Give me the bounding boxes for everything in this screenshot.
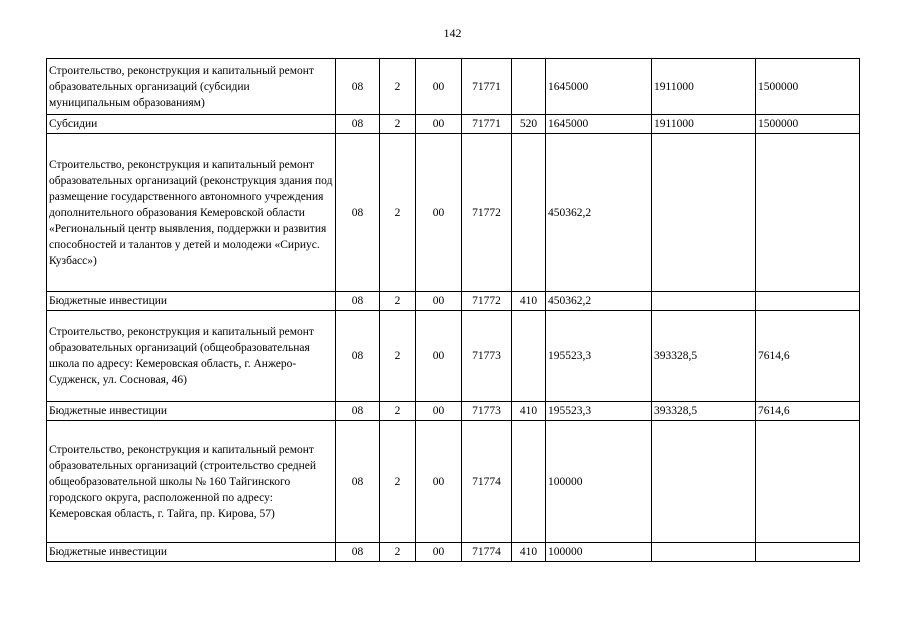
row-subsection: 2	[380, 421, 416, 543]
row-group: 00	[416, 59, 462, 115]
row-expense-type: 410	[512, 543, 546, 562]
budget-table	[46, 58, 860, 562]
row-section: 08	[336, 543, 380, 562]
row-name: Строительство, реконструкция и капитальный ремонт образовательных организаций (общеобразовательная школа по адресу: Кемеровская область, г. Анжеро-Судженск, ул. Сосновая, 46)	[47, 311, 336, 402]
table-row	[47, 59, 860, 115]
row-section: 08	[336, 134, 380, 292]
row-amount-1: 1645000	[546, 115, 652, 134]
row-expense-type	[512, 311, 546, 402]
row-amount-3	[756, 292, 860, 311]
row-amount-2: 1911000	[652, 115, 756, 134]
row-subsection: 2	[380, 292, 416, 311]
row-amount-3	[756, 543, 860, 562]
row-group: 00	[416, 134, 462, 292]
row-expense-type: 410	[512, 402, 546, 421]
row-amount-3: 7614,6	[756, 311, 860, 402]
table-row	[47, 292, 860, 311]
row-expense-type: 520	[512, 115, 546, 134]
row-section: 08	[336, 115, 380, 134]
row-expense-type: 410	[512, 292, 546, 311]
table-row	[47, 115, 860, 134]
row-amount-1: 100000	[546, 543, 652, 562]
row-name: Бюджетные инвестиции	[47, 292, 336, 311]
row-amount-2	[652, 421, 756, 543]
table-row	[47, 421, 860, 543]
row-group: 00	[416, 292, 462, 311]
row-amount-2: 1911000	[652, 59, 756, 115]
row-code: 71773	[462, 311, 512, 402]
row-group: 00	[416, 421, 462, 543]
row-group: 00	[416, 402, 462, 421]
row-code: 71772	[462, 134, 512, 292]
row-amount-1: 195523,3	[546, 311, 652, 402]
row-expense-type	[512, 134, 546, 292]
row-group: 00	[416, 543, 462, 562]
row-name: Строительство, реконструкция и капитальный ремонт образовательных организаций (строительство средней общеобразовательной школы № 160 Тайгинского городского округа, расположенной по адресу: Кемеровская область, г. Тайга, пр. Кирова, 57)	[47, 421, 336, 543]
row-amount-2	[652, 292, 756, 311]
row-name: Строительство, реконструкция и капитальный ремонт образовательных организаций (субсидии муниципальным образованиям)	[47, 59, 336, 115]
row-expense-type	[512, 59, 546, 115]
row-amount-1: 450362,2	[546, 134, 652, 292]
row-amount-2	[652, 134, 756, 292]
row-code: 71772	[462, 292, 512, 311]
row-name: Строительство, реконструкция и капитальный ремонт образовательных организаций (реконструкция здания под размещение государственного автономного учреждения дополнительного образования Кемеровской области «Региональный центр выявления, поддержки и развития способностей и талантов у детей и молодежи «Сириус. Кузбасс»)	[47, 134, 336, 292]
row-amount-2	[652, 543, 756, 562]
row-amount-2: 393328,5	[652, 311, 756, 402]
row-subsection: 2	[380, 134, 416, 292]
row-subsection: 2	[380, 59, 416, 115]
table-row	[47, 311, 860, 402]
row-group: 00	[416, 311, 462, 402]
row-amount-3	[756, 134, 860, 292]
row-amount-3: 7614,6	[756, 402, 860, 421]
page-number: 142	[443, 26, 462, 40]
row-subsection: 2	[380, 543, 416, 562]
row-name: Бюджетные инвестиции	[47, 402, 336, 421]
row-section: 08	[336, 421, 380, 543]
table-row	[47, 134, 860, 292]
row-code: 71774	[462, 421, 512, 543]
row-section: 08	[336, 59, 380, 115]
row-name: Бюджетные инвестиции	[47, 543, 336, 562]
row-name: Субсидии	[47, 115, 336, 134]
row-subsection: 2	[380, 311, 416, 402]
row-group: 00	[416, 115, 462, 134]
table-row	[47, 402, 860, 421]
row-amount-3	[756, 421, 860, 543]
row-amount-2: 393328,5	[652, 402, 756, 421]
row-amount-3: 1500000	[756, 59, 860, 115]
row-amount-1: 1645000	[546, 59, 652, 115]
row-code: 71773	[462, 402, 512, 421]
row-section: 08	[336, 292, 380, 311]
row-section: 08	[336, 311, 380, 402]
row-amount-1: 195523,3	[546, 402, 652, 421]
row-code: 71774	[462, 543, 512, 562]
row-code: 71771	[462, 59, 512, 115]
row-section: 08	[336, 402, 380, 421]
table-row	[47, 543, 860, 562]
row-amount-3: 1500000	[756, 115, 860, 134]
row-subsection: 2	[380, 402, 416, 421]
row-subsection: 2	[380, 115, 416, 134]
row-amount-1: 450362,2	[546, 292, 652, 311]
row-expense-type	[512, 421, 546, 543]
row-code: 71771	[462, 115, 512, 134]
row-amount-1: 100000	[546, 421, 652, 543]
